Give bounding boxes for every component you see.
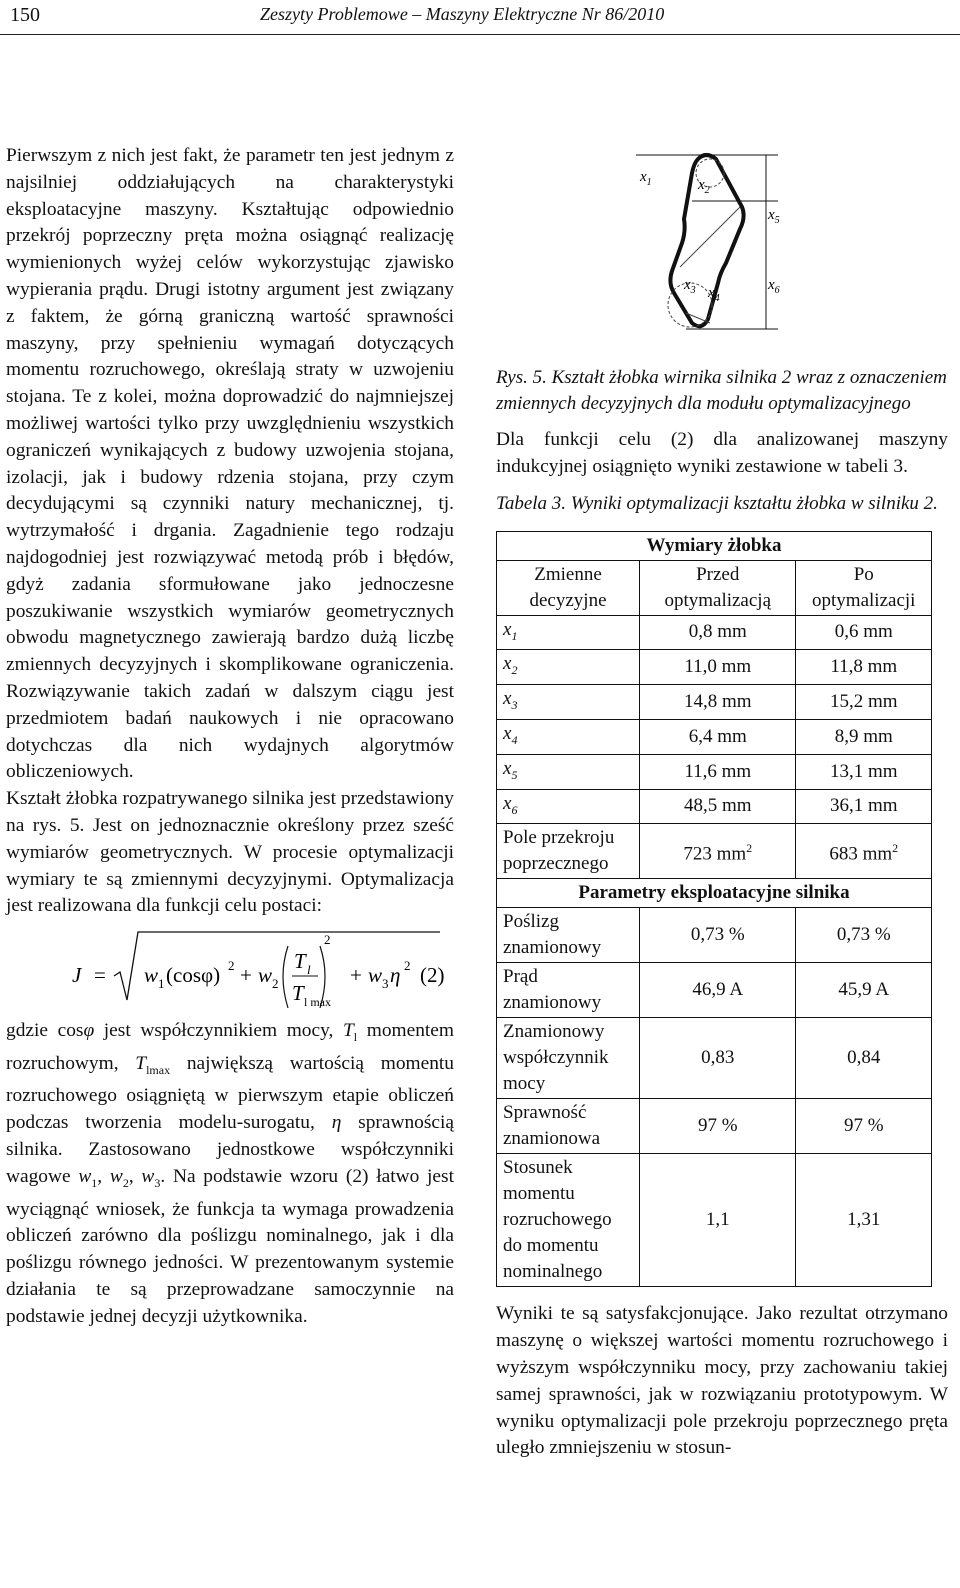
table-row (497, 650, 932, 685)
formula-sq1: 2 (228, 958, 235, 974)
row-var: $x_6$ (497, 789, 640, 824)
row-before: 14,8 mm (640, 685, 796, 720)
area-label: Pole przekroju poprzecznego (497, 824, 640, 879)
formula-den-sub: l max (304, 995, 331, 1010)
p3-w3: w (141, 1165, 155, 1187)
col-var-header: Zmienne decyzyjne (497, 560, 640, 615)
formula-lhs: J (72, 963, 82, 988)
figure-caption: Rys. 5. Kształt żłobka wirnika silnika 2 wraz z oznaczeniem zmiennych decyzyjnych dla modułu optymalizacyjnego (496, 367, 947, 414)
section1-title: Wymiary żłobka (497, 531, 932, 560)
row-after: 8,9 mm (796, 719, 932, 754)
label-x1: $x_1$ (640, 169, 652, 188)
formula-num-sub: l (307, 962, 311, 978)
formula-sq2: 2 (324, 932, 331, 948)
col-after-header: Po optymalizacji (796, 560, 932, 615)
table-row (497, 789, 932, 824)
formula-graphic (6, 924, 454, 1012)
row-after: 36,1 mm (796, 789, 932, 824)
p3-w2-sub: 2 (122, 1175, 129, 1190)
param-after: 97 % (796, 1099, 932, 1154)
table-section-header (497, 879, 932, 908)
row-before: 48,5 mm (640, 789, 796, 824)
p3-w2: w (109, 1165, 123, 1187)
slot-diagram (636, 143, 806, 363)
table-row (497, 908, 932, 963)
right-paragraph-1: Dla funkcji celu (2) dla analizowanej maszyny indukcyjnej osiągnięto wyniki zestawione w tabeli 3. (496, 429, 948, 477)
table-row (497, 754, 932, 789)
table-row (497, 1018, 932, 1099)
results-table (496, 531, 932, 1288)
formula-cos: (cosφ) (166, 963, 221, 988)
paragraph-2: Kształt żłobka rozpatrywanego silnika jest przedstawiony na rys. 5. Jest on jednoznacznie określony przez sześć wymiarów geometrycznych. W procesie optymalizacji wymiary te są zmiennymi decyzyjnymi. Optymalizacja jest realizowana dla funkcji celu postaci: (6, 788, 454, 917)
formula-w3: w (368, 963, 383, 988)
param-label: Prąd znamionowy (497, 963, 640, 1018)
page-number: 150 (10, 4, 40, 26)
p3-Tlmax-sub: lmax (146, 1062, 171, 1077)
p3-f: . Na podstawie wzoru (2) łatwo jest wyciągnąć wniosek, że funkcja ta wymaga prowadzenia obliczeń zarówno dla poślizgu nominalnego, jak i dla poślizgu równego jedności. W prezentowanym systemie działania te są przeprowadzane samoczynnie na podstawie jednej decyzji użytkownika. (6, 1165, 454, 1327)
param-label: Sprawność znamionowa (497, 1099, 640, 1154)
param-before: 97 % (640, 1099, 796, 1154)
row-before: 11,0 mm (640, 650, 796, 685)
journal-title: Zeszyty Problemowe – Maszyny Elektryczne Nr 86/2010 (260, 4, 665, 24)
p3-a: gdzie cos (6, 1020, 84, 1042)
area-before: 723 $mm^2$ (640, 824, 796, 879)
formula-number: (2) (420, 963, 445, 988)
table-row (497, 719, 932, 754)
p3-e: sprawnością silnika. Zastosowano jednostkowe współczynniki wagowe (6, 1112, 455, 1187)
formula-w1: w (144, 963, 159, 988)
label-x3: $x_3$ (684, 277, 696, 296)
p3-phi: φ (83, 1020, 95, 1042)
slot-figure (496, 143, 948, 365)
row-var: $x_4$ (497, 719, 640, 754)
row-before: 6,4 mm (640, 719, 796, 754)
table-column-header (497, 560, 932, 615)
section2-title: Parametry eksploatacyjne silnika (497, 879, 932, 908)
p3-Tl-sub: l (353, 1029, 358, 1044)
table-caption: Tabela 3. Wyniki optymalizacji kształtu żłobka w silniku 2. (496, 492, 938, 514)
right-paragraph-2: Wyniki te są satysfakcjonujące. Jako rezultat otrzymano maszynę o większej wartości momentu rozruchowego i wyższym współczynniku mocy, przy zachowaniu takiej samej sprawności, jak w rozwiązaniu prototypowym. W wyniku optymalizacji pole przekroju poprzecznego pręta uległo zmniejszeniu w stosun- (496, 1303, 948, 1459)
param-after: 0,84 (796, 1018, 932, 1099)
left-column (6, 143, 454, 1331)
p3-c: momentem rozruchowym, (6, 1020, 454, 1074)
right-column (496, 143, 948, 1462)
row-after: 0,6 mm (796, 615, 932, 650)
p3-d: największą wartością momentu rozruchowego osiągniętą w pierwszym etapie obliczeń podczas tworzenia modelu-surogatu, (6, 1052, 454, 1134)
formula-sq3: 2 (404, 958, 411, 974)
row-after: 11,8 mm (796, 650, 932, 685)
label-x5: $x_5$ (768, 207, 780, 226)
row-var: $x_1$ (497, 615, 640, 650)
table-row (497, 1099, 932, 1154)
formula-w3-sub: 3 (382, 976, 389, 992)
label-x6: $x_6$ (768, 277, 780, 296)
param-label: Stosunek momentu rozruchowego do momentu nominalnego (497, 1154, 640, 1287)
label-x4: $x_4$ (708, 285, 720, 304)
param-before: 0,73 % (640, 908, 796, 963)
formula-num: T (294, 949, 306, 974)
helper-diagonal (680, 207, 740, 267)
p3-w1-sub: 1 (91, 1175, 98, 1190)
table-row (497, 685, 932, 720)
row-var: $x_3$ (497, 685, 640, 720)
label-x2: $x_2$ (698, 177, 710, 196)
area-after: 683 $mm^2$ (796, 824, 932, 879)
param-before: 0,83 (640, 1018, 796, 1099)
table-row (497, 1154, 932, 1287)
p3-w3-sub: 3 (154, 1175, 161, 1190)
table-row (497, 963, 932, 1018)
table-row-area (497, 824, 932, 879)
table-row (497, 615, 932, 650)
paragraph-3: gdzie cosφ jest współczynnikiem mocy, $T_l$ momentem rozruchowym, $T_{lmax}$ największą wartością momentu rozruchowego osiągniętą w pierwszym etapie obliczeń podczas tworzenia modelu-surogatu, η sprawnością silnika. Zastosowano jednostkowe współczynniki wagowe $w_1$, $w_2$, $w_3$. Na podstawie wzoru (2) łatwo jest wyciągnąć wniosek, że funkcja ta wymaga prowadzenia obliczeń zarówno dla poślizgu nominalnego, jak i dla poślizgu równego jedności. W prezentowanym systemie działania te są przeprowadzane samoczynnie na podstawie jednej decyzji użytkownika. (6, 1020, 455, 1327)
formula-eq: = (94, 963, 106, 988)
row-before: 0,8 mm (640, 615, 796, 650)
param-after: 1,31 (796, 1154, 932, 1287)
formula-plus1: + (240, 963, 252, 988)
p3-eta: η (331, 1112, 342, 1134)
table-section-header (497, 531, 932, 560)
p3-b: jest współczynnikiem mocy, (94, 1020, 343, 1042)
paragraph-1: Pierwszym z nich jest fakt, że parametr ten jest jednym z najsilniej oddziałujących na charakterystyki eksploatacyjne maszyny. Kształtując odpowiednio przekrój poprzeczny pręta można osiągnąć realizację wymienionych wyżej celów wykorzystując zjawisko wypierania prądu. Drugi istotny argument jest związany z faktem, że górną graniczną wartość sprawności maszyny, przy spełnieniu wymagań dotyczących momentu rozruchowego, określają straty w uzwojeniu stojana. Te z kolei, można doprowadzić do najmniejszej możliwej wartości tylko przy uwzględnieniu wszystkich ograniczeń wynikających z budowy uzwojenia stojana, izolacji, jak i budowy rdzenia stojana, przy czym decydującymi są czynniki natury mechanicznej, tj. wytrzymałość i drgania. Zagadnienie tego rodzaju najdogodniej jest rozwiązywać metodą prób i błędów, gdyż zadania sformułowane jako jednoczesne poszukiwanie wszystkich wymiarów geometrycznych obwodu magnetycznego zawierają bardzo dużą liczbę zmiennych decyzyjnych i skomplikowane ograniczenia. Rozwiązywanie takich zadań w dalszym ciągu jest przedmiotem badań naukowych i nie opracowano dotychczas dla nich wydajnych algorytmów obliczeniowych. (6, 145, 454, 783)
p3-w1: w (78, 1165, 92, 1187)
formula-eta: η (390, 963, 401, 988)
row-after: 13,1 mm (796, 754, 932, 789)
formula-den: T (292, 981, 304, 1006)
param-after: 0,73 % (796, 908, 932, 963)
row-after: 15,2 mm (796, 685, 932, 720)
row-var: $x_5$ (497, 754, 640, 789)
param-label: Znamionowy współczynnik mocy (497, 1018, 640, 1099)
formula-w2-sub: 2 (272, 976, 279, 992)
param-before: 46,9 A (640, 963, 796, 1018)
row-before: 11,6 mm (640, 754, 796, 789)
param-label: Poślizg znamionowy (497, 908, 640, 963)
param-before: 1,1 (640, 1154, 796, 1287)
formula-2 (6, 924, 454, 1012)
col-before-header: Przed optymalizacją (640, 560, 796, 615)
header-rule (0, 34, 960, 35)
formula-plus2: + (350, 963, 362, 988)
row-var: $x_2$ (497, 650, 640, 685)
formula-w1-sub: 1 (158, 976, 165, 992)
param-after: 45,9 A (796, 963, 932, 1018)
formula-w2: w (258, 963, 273, 988)
paren-left (283, 946, 288, 1008)
p3-Tl: T (343, 1020, 354, 1042)
p3-Tlmax: T (135, 1052, 147, 1074)
